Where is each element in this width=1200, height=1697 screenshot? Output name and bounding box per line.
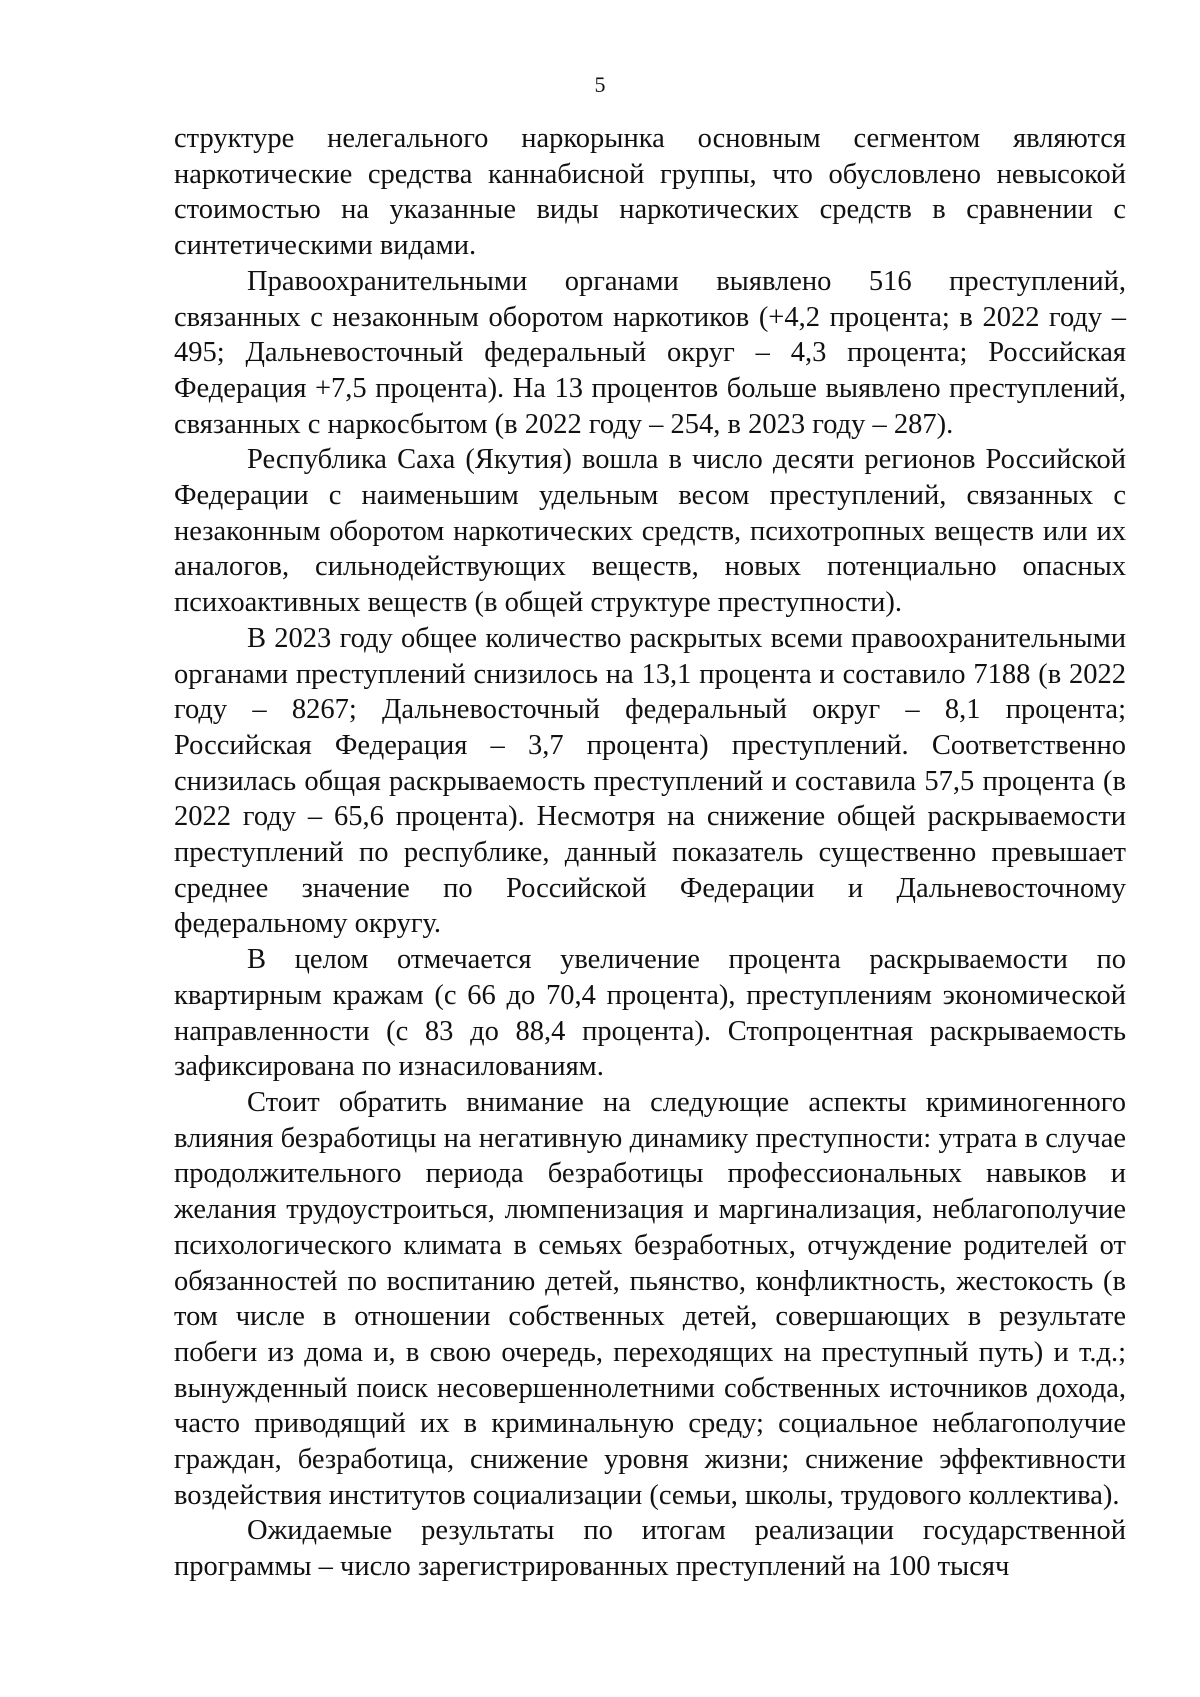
paragraph: В 2023 году общее количество раскрытых всеми правоохранительными органами преступлений снизилось на 13,1 процента и составило 7188 (в 2022 году – 8267; Дальневосточный федеральный округ – 8,1 процента; Российская Федерация – 3,7 процента) преступлений. Соответственно снизилась общая раскрываемость преступлений и составила 57,5 процента (в 2022 году – 65,6 процента). Несмотря на снижение общей раскрываемости преступлений по республике, данный показатель существенно превышает среднее значение по Российской Федерации и Дальневосточному федеральному округу. — [174, 622, 1126, 940]
document-body — [174, 121, 1126, 1585]
page-number: 5 — [594, 72, 606, 97]
paragraph: В целом отмечается увеличение процента раскрываемости по квартирным кражам (с 66 до 70,4 процента), преступлениям экономической направленности (с 83 до 88,4 процента). Стопроцентная раскрываемость зафиксирована по изнасилованиям. — [174, 944, 1126, 1083]
paragraph: Республика Саха (Якутия) вошла в число десяти регионов Российской Федерации с наименьшим удельным весом преступлений, связанных с незаконным оборотом наркотических средств, психотропных веществ или их аналогов, сильнодействующих веществ, новых потенциально опасных психоактивных веществ (в общей структуре преступности). — [174, 444, 1126, 619]
paragraph: Правоохранительными органами выявлено 516 преступлений, связанных с незаконным оборотом наркотиков (+4,2 процента; в 2022 году – 495; Дальневосточный федеральный округ – 4,3 процента; Российская Федерация +7,5 процента). На 13 процентов больше выявлено преступлений, связанных с наркосбытом (в 2022 году – 254, в 2023 году – 287). — [174, 265, 1126, 440]
paragraph: Стоит обратить внимание на следующие аспекты криминогенного влияния безработицы на негативную динамику преступности: утрата в случае продолжительного периода безработицы профессиональных навыков и желания трудоустроиться, люмпенизация и маргинализация, неблагополучие психологического климата в семьях безработных, отчуждение родителей от обязанностей по воспитанию детей, пьянство, конфликтность, жестокость (в том числе в отношении собственных детей, совершающих в результате побеги из дома и, в свою очередь, переходящих на преступный путь) и т.д.; вынужденный поиск несовершеннолетними собственных источников дохода, часто приводящий их в криминальную среду; социальное неблагополучие граждан, безработица, снижение уровня жизни; снижение эффективности воздействия институтов социализации (семьи, школы, трудового коллектива). — [174, 1086, 1126, 1511]
paragraph: Ожидаемые результаты по итогам реализации государственной программы – число зарегистрированных преступлений на 100 тысяч — [174, 1515, 1126, 1583]
paragraph-continuation: структуре нелегального наркорынка основным сегментом являются наркотические средства каннабисной группы, что обусловлено невысокой стоимостью на указанные виды наркотических средств в сравнении с синтетическими видами. — [174, 123, 1126, 262]
